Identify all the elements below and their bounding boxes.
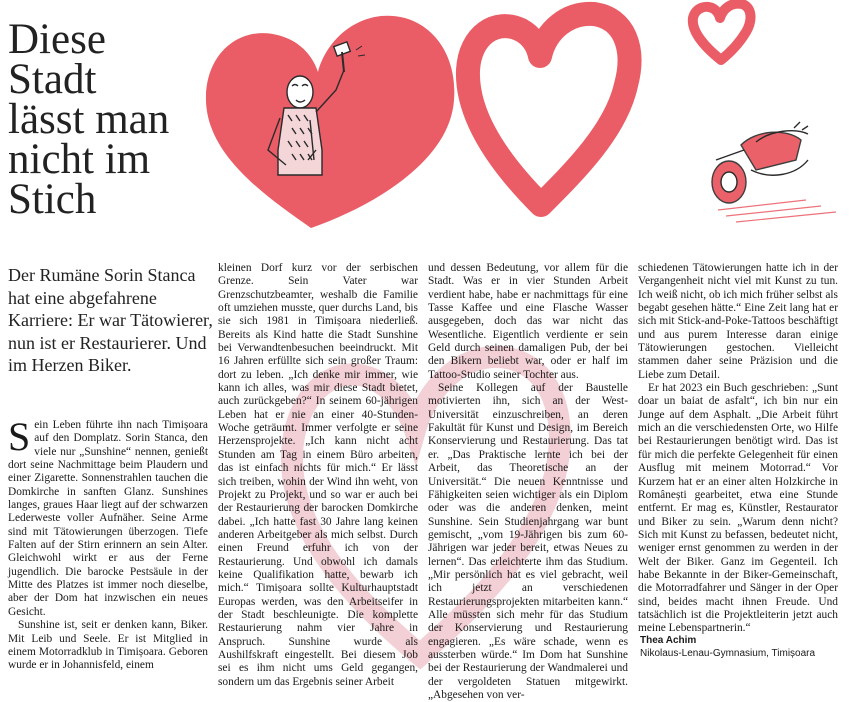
- paragraph: schiedenen Tätowierungen hatte ich in der Vergangenheit nicht viel mit Kunst zu tun. Ich weiß nicht, ob ich mich früher selbst als begabt gesehen hätte.“ Eine Zeit lang hat er sich mit Stick-and-Poke-Tattoos beschäftigt und aus purem Interesse daran einige Tätowierungen gestochen. Vielleicht stammen daher seine Präzision und die Liebe zum Detail.: [638, 262, 838, 381]
- headline: Diese Stadt lässt man nicht im Stich: [8, 16, 170, 223]
- subheadline: Der Rumäne Sorin Stanca hat eine abgefahrene Karriere: Er war Tätowierer, nun ist er Restaurierer. Und im Herzen Biker.: [8, 265, 213, 375]
- heart-icon: [206, 16, 454, 228]
- motorcycle-icon: [712, 122, 808, 203]
- article-column-4: [638, 262, 838, 636]
- paragraph: Er hat 2023 ein Buch geschrieben: „Sunt doar un baiat de asfalt“, ich bin nur ein Junge auf dem Asphalt. „Die Arbeit führt mich an die verschiedensten Orte, wo Hilfe bei Restaurierungen benötigt wird. Das ist für mich die perfekte Gelegenheit für einen Ausflug mit meinem Motorrad.“ Vor Kurzem hat er an einer alten Holzkirche in Românești gearbeitet, etwa eine Stunde entfernt. Er mag es, Künstler, Restaurator und Biker zu sein. „Warum denn nicht? Sich mit Kunst zu befassen, bedeutet nicht, weniger ernst genommen zu werden in der Welt der Biker. Ganz im Gegenteil. Ich habe Bekannte in der Biker-Gemeinschaft, die Motorradfahrer und Sänger in der Oper sind, beides macht ihnen Freude. Und tatsächlich ist die Projektleiterin jetzt auch meine Lebenspartnerin.“: [638, 382, 838, 635]
- paragraph: Sunshine ist, seit er denken kann, Biker. Mit Leib und Seele. Er ist Mitglied in einem Motorradklub in Timișoara. Geboren wurde er in Johannisfeld, einem: [8, 619, 208, 672]
- article-column-3: [428, 262, 628, 702]
- paragraph: kleinen Dorf kurz vor der serbischen Grenze. Sein Vater war Grenzschutzbeamter, weshalb die Familie oft umziehen musste, quer durchs Land, bis sie sich 1981 in Timișoara niederließ. Bereits als Kind hatte die Stadt Sunshine bei Verwandtenbesuchen beeindruckt. Mit 16 Jahren erfüllte sich sein großer Traum: dort zu leben. „Ich denke mir immer, wie kann ich alles, was mir diese Stadt bietet, auch zurückgeben?“ In seinem 60-jährigen Leben hat er nie an einer 40-Stunden-Woche geträumt. Immer verfolgte er seine Herzensprojekte. „Ich kann nicht acht Stunden am Tag in einem Büro arbeiten, das ist einfach nichts für mich.“ Er lässt sich treiben, wohin der Wind ihn weht, von Projekt zu Projekt, und so war er auch bei der Restaurierung der barocken Domkirche dabei. „Ich hatte fast 30 Jahre lang keinen anderen Arbeitgeber als mich selbst. Durch einen Freund erfuhr ich von der Restaurierung. Und obwohl ich damals keine Qualifikation hatte, bewarb ich mich.“ Timișoara sollte Kulturhauptstadt Europas werden, was den Arbeitseifer in der Stadt beschleunigte. Die komplette Restaurierung nahm vier Jahre in Anspruch. Sunshine wurde als Aushilfskraft eingestellt. Bei diesem Job sei es ihm nicht ums Geld gegangen, sondern um das Ergebnis seiner Arbeit: [218, 262, 418, 688]
- paragraph: Seine Kollegen auf der Baustelle motivierten ihn, sich an der West-Universität einzuschreiben, an deren Fakultät für Kunst und Design, im Bereich Konservierung und Restaurierung. Das tat er. „Das Praktische lernte ich bei der Arbeit, das Theoretische an der Universität.“ Die neuen Kenntnisse und Fähigkeiten seien wichtiger als ein Diplom oder was die anderen denken, meint Sunshine. Sein Studienjahrgang war bunt gemischt, „vom 19-Jährigen bis zum 60-Jährigen war jeder bereit, etwas Neues zu lernen“. Das erleichterte ihm das Studium. „Mir persönlich hat es viel gebracht, weil ich jetzt an verschiedenen Restaurierungsprojekten mitarbeiten kann.“ Alle müssten sich mehr für das Studium der Konservierung und Restaurierung engagieren. „Es wäre schade, wenn es aussterben würde.“ Im Dom hat Sunshine bei der Restaurierung der Wandmalerei und der vergoldeten Statuen mitgewirkt. „Abgesehen von ver-: [428, 382, 628, 701]
- paragraph: und dessen Bedeutung, vor allem für die Stadt. Was er in vier Stunden Arbeit verdient habe, habe er nachmittags für eine Tasse Kaffee und eine Flasche Wasser ausgegeben, doch das war nicht das Wesentliche. Eigentlich verdiente er sein Geld durch seinen damaligen Pub, der bei den Bikern beliebt war, oder er half im Tattoo-Studio seiner Tochter aus.: [428, 262, 628, 381]
- heart-icon: [693, 4, 751, 60]
- article-column-2: [218, 262, 418, 689]
- dropcap: S: [8, 414, 31, 459]
- author-name: Thea Achim: [640, 635, 697, 646]
- author-school: Nikolaus-Lenau-Gymnasium, Timișoara: [640, 648, 816, 659]
- heart-icon: [468, 14, 630, 205]
- speed-lines-icon: [718, 200, 836, 222]
- article-column-1: [8, 414, 208, 673]
- illustration: [196, 0, 862, 262]
- paragraph: ein Leben führte ihn nach Timișoara auf den Domplatz. Sorin Stanca, den viele nur „Sunshine“ nennen, genießt dort seine Nachmittage beim Plaudern und einer Zigarette. Sonnenstrahlen tauchen die Domkirche in sanften Glanz. Sunshines langes, graues Haar liegt auf der schwarzen Lederweste voller Aufnäher. Seine Arme sind mit Tätowierungen überzogen. Tiefe Falten auf der Stirn erinnern an sein Alter. Gleichwohl wirkt er aus der Ferne jugendlich. Die barocke Pestsäule in der Mitte des Platzes ist immer noch dieselbe, aber der Dom hat inzwischen ein neues Gesicht.: [8, 419, 208, 618]
- author-credit: [640, 634, 850, 660]
